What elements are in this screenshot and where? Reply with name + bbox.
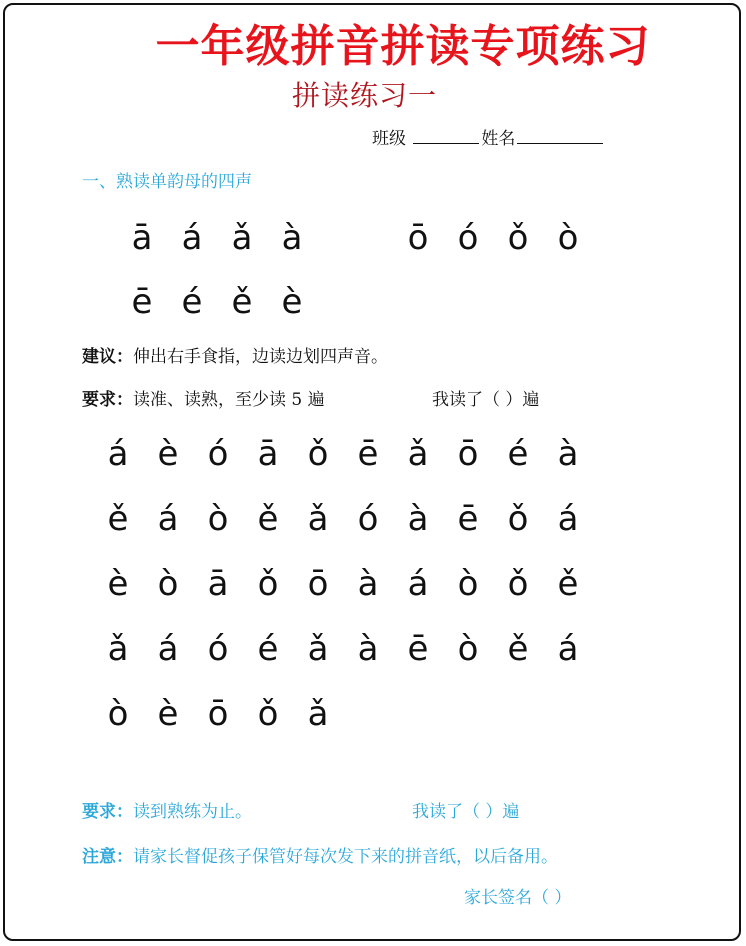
pinyin-syllable: á <box>157 499 179 539</box>
pinyin-syllable: á <box>181 218 203 258</box>
tone-row-e <box>0 282 746 324</box>
pinyin-syllable: ě <box>107 499 129 539</box>
pinyin-syllable: ò <box>207 499 229 539</box>
suggestion-line <box>82 342 388 367</box>
parent-signature: 家长签名（ ） <box>464 888 572 908</box>
class-label: 班级 <box>372 129 406 149</box>
practice-row <box>0 499 746 541</box>
pinyin-syllable: ē <box>457 499 479 539</box>
practice-row <box>0 434 746 476</box>
pinyin-syllable: à <box>357 629 379 669</box>
pinyin-syllable: ò <box>457 564 479 604</box>
pinyin-syllable: è <box>157 434 179 474</box>
pinyin-syllable: á <box>407 564 429 604</box>
pinyin-syllable: ǎ <box>307 694 329 734</box>
pinyin-syllable: ē <box>131 282 153 322</box>
pinyin-syllable: ǒ <box>507 218 529 258</box>
pinyin-syllable: ǒ <box>307 434 329 474</box>
pinyin-syllable: ā <box>131 218 153 258</box>
requirement-text-2: 读到熟练为止。 <box>133 802 252 822</box>
note-label: 注意： <box>82 847 133 867</box>
section-heading: 一、熟读单韵母的四声 <box>82 172 252 192</box>
pinyin-syllable: ó <box>457 218 479 258</box>
pinyin-syllable: ǎ <box>107 629 129 669</box>
pinyin-syllable: à <box>281 218 303 258</box>
pinyin-syllable: ǎ <box>307 499 329 539</box>
pinyin-syllable: é <box>181 282 203 322</box>
pinyin-syllable: è <box>281 282 303 322</box>
pinyin-syllable: è <box>157 694 179 734</box>
name-label: 姓名 <box>481 129 516 149</box>
pinyin-syllable: ǎ <box>307 629 329 669</box>
note-line <box>82 842 558 867</box>
tone-row-a-o <box>0 218 746 260</box>
pinyin-syllable: ó <box>357 499 379 539</box>
pinyin-syllable: ò <box>107 694 129 734</box>
requirement-line-2 <box>82 797 252 822</box>
pinyin-syllable: ǒ <box>257 564 279 604</box>
practice-row <box>0 629 746 671</box>
pinyin-syllable: à <box>557 434 579 474</box>
worksheet-subtitle: 拼读练习一 <box>292 79 438 112</box>
pinyin-syllable: ǒ <box>507 499 529 539</box>
requirement-text: 读准、读熟，至少读 5 遍 <box>133 390 325 410</box>
practice-row <box>0 564 746 606</box>
suggestion-label: 建议： <box>82 347 133 367</box>
worksheet-title: 一年级拼音拼读专项练习 <box>155 21 651 72</box>
pinyin-syllable: ō <box>307 564 329 604</box>
pinyin-syllable: ō <box>407 218 429 258</box>
pinyin-syllable: ā <box>207 564 229 604</box>
pinyin-syllable: ó <box>207 629 229 669</box>
pinyin-syllable: ǎ <box>231 218 253 258</box>
pinyin-syllable: ē <box>407 629 429 669</box>
pinyin-syllable: à <box>357 564 379 604</box>
name-blank <box>517 127 603 144</box>
pinyin-syllable: ǎ <box>407 434 429 474</box>
pinyin-syllable: ě <box>257 499 279 539</box>
class-blank <box>413 127 479 144</box>
pinyin-syllable: á <box>157 629 179 669</box>
pinyin-syllable: è <box>107 564 129 604</box>
requirement-label-2: 要求： <box>82 802 133 822</box>
pinyin-syllable: é <box>507 434 529 474</box>
read-count-line: 我读了（ ）遍 <box>432 390 540 410</box>
pinyin-syllable: á <box>557 629 579 669</box>
pinyin-syllable: ē <box>357 434 379 474</box>
note-text: 请家长督促孩子保管好每次发下来的拼音纸，以后备用。 <box>133 847 558 867</box>
pinyin-syllable: á <box>557 499 579 539</box>
pinyin-syllable: á <box>107 434 129 474</box>
pinyin-syllable: ō <box>457 434 479 474</box>
pinyin-syllable: ò <box>557 218 579 258</box>
pinyin-syllable: ě <box>507 629 529 669</box>
pinyin-syllable: ě <box>557 564 579 604</box>
pinyin-syllable: é <box>257 629 279 669</box>
suggestion-text: 伸出右手食指，边读边划四声音。 <box>133 347 388 367</box>
pinyin-syllable: à <box>407 499 429 539</box>
pinyin-syllable: ò <box>157 564 179 604</box>
pinyin-syllable: ó <box>207 434 229 474</box>
read-count-line-2: 我读了（ ）遍 <box>412 802 520 822</box>
requirement-line <box>82 385 325 410</box>
pinyin-syllable: ò <box>457 629 479 669</box>
class-name-line <box>372 124 605 149</box>
pinyin-syllable: ō <box>207 694 229 734</box>
pinyin-syllable: ě <box>231 282 253 322</box>
pinyin-syllable: ǒ <box>257 694 279 734</box>
pinyin-syllable: ā <box>257 434 279 474</box>
practice-row <box>0 694 746 736</box>
requirement-label: 要求： <box>82 390 133 410</box>
pinyin-syllable: ǒ <box>507 564 529 604</box>
